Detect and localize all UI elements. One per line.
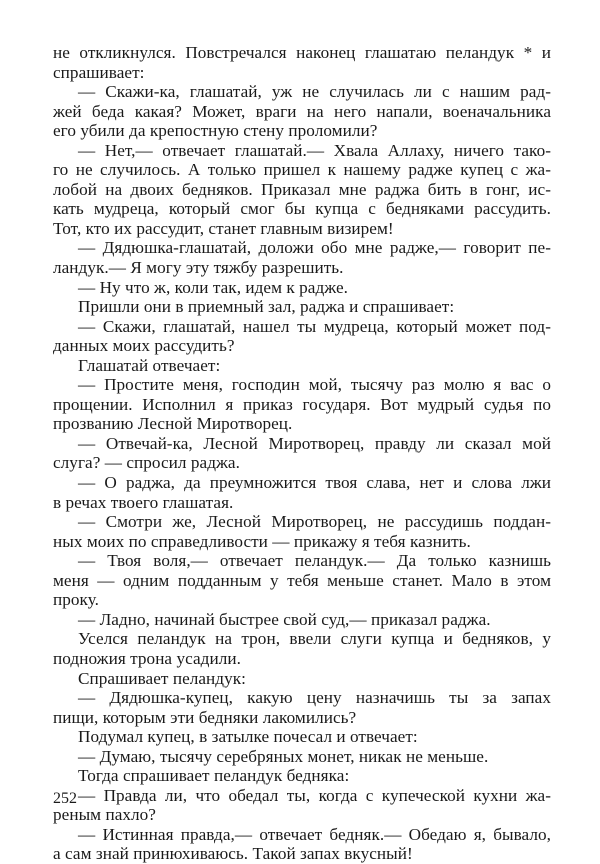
text-line: — Правда ли, что обедал ты, когда с купеческой кухни жа- [78, 785, 551, 805]
text-line: в речах твоего глашатая. [53, 492, 234, 512]
text-line: — Скажи-ка, глашатай, уж не случилась ли с нашим рад- [78, 82, 551, 102]
text-line: — Думаю, тысячу серебряных монет, никак не меньше. [78, 746, 489, 766]
text-line: — Скажи, глашатай, нашел ты мудреца, который может под- [78, 316, 551, 336]
text-line: — Ну что ж, коли так, идем к радже. [78, 277, 348, 297]
text-line: ландук.— Я могу эту тяжбу разрешить. [53, 258, 344, 278]
text-line: слуга? — спросил раджа. [53, 453, 240, 473]
text-line: го не случилось. А только пришел к нашему радже купец с жа- [53, 160, 551, 180]
text-line: — Простите меня, господин мой, тысячу раз молю я вас о [78, 375, 551, 395]
text-line: — О раджа, да преумножится твоя слава, нет и слова лжи [78, 473, 551, 493]
text-line: — Ладно, начинай быстрее свой суд,— приказал раджа. [78, 609, 491, 629]
page-body [53, 43, 551, 864]
text-line: реным пахло? [53, 805, 156, 825]
text-line: прозванию Лесной Миротворец. [53, 414, 293, 434]
text-line: жей беда какая? Может, враги на него напали, военачальника [53, 101, 551, 121]
text-line: а сам знай принюхиваюсь. Такой запах вкусный! [53, 844, 413, 864]
text-line: ных моих по справедливости — прикажу я тебя казнить. [53, 531, 471, 551]
text-line: меня — одним подданным у тебя меньше станет. Мало в этом [53, 570, 551, 590]
text-line: — Смотри же, Лесной Миротворец, не рассудишь поддан- [78, 512, 551, 532]
text-line: Подумал купец, в затылке почесал и отвечает: [78, 727, 418, 747]
text-line: — Твоя воля,— отвечает пеландук.— Да только казнишь [78, 551, 551, 571]
text-line: — Отвечай-ка, Лесной Миротворец, правду ли сказал мой [78, 433, 551, 453]
text-line: Тот, кто их рассудит, станет главным визирем! [53, 218, 394, 238]
text-line: — Дядюшка-глашатай, доложи обо мне радже,— говорит пе- [78, 238, 551, 258]
text-line: Уселся пеландук на трон, ввели слуги купца и бедняков, у [78, 629, 551, 649]
text-line: — Нет,— отвечает глашатай.— Хвала Аллаху, ничего тако- [78, 140, 551, 160]
text-line: не откликнулся. Повстречался наконец глашатаю пеландук * и [53, 43, 551, 62]
text-line: Спрашивает пеландук: [78, 668, 246, 688]
text-line: Тогда спрашивает пеландук бедняка: [78, 766, 350, 786]
text-line: Глашатай отвечает: [78, 355, 221, 375]
text-line: его убили да крепостную стену проломили? [53, 121, 378, 141]
text-line: прощении. Исполнил я приказ государя. Вот мудрый судья по [53, 394, 551, 414]
text-line: спрашивает: [53, 62, 145, 82]
text-line: данных моих рассудить? [53, 336, 235, 356]
text-line: подножия трона усадили. [53, 648, 241, 668]
text-line: — Истинная правда,— отвечает бедняк.— Обедаю я, бывало, [78, 824, 551, 844]
text-line: Пришли они в приемный зал, раджа и спрашивает: [78, 297, 455, 317]
page-number: 252 [53, 790, 77, 807]
text-line: — Дядюшка-купец, какую цену назначишь ты за запах [78, 688, 551, 708]
text-line: лобой на двоих бедняков. Приказал мне раджа бить в гонг, ис- [53, 179, 551, 199]
text-line: пищи, которым эти бедняки лакомились? [53, 707, 357, 727]
text-line: кать мудреца, который смог бы купца с бедняками рассудить. [53, 199, 551, 219]
text-line: проку. [53, 590, 99, 610]
